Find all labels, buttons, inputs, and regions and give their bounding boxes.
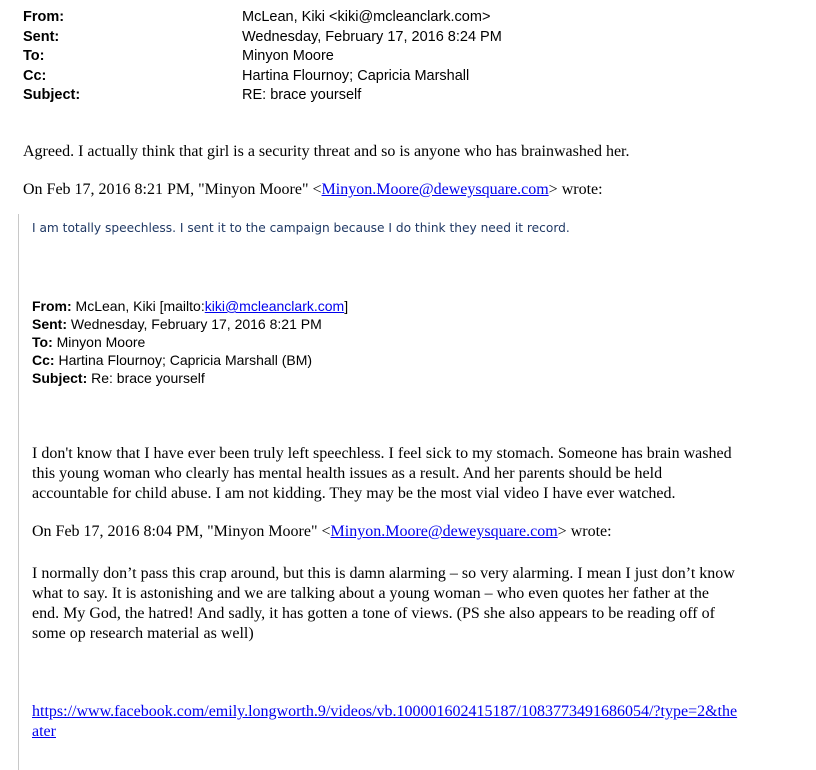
inner-cc-label: Cc:: [32, 352, 55, 368]
to-row: [23, 47, 783, 67]
from-row: [23, 8, 783, 28]
original-body-line: end. My God, the hatred! And sadly, it has gotten a tone of views. (PS she also appears to be reading off of: [32, 605, 715, 622]
reply-body: Agreed. I actually think that girl is a security threat and so is anyone who has brainwashed her.: [23, 143, 630, 160]
reply-attribution: [23, 180, 603, 200]
inner-cc-value: Hartina Flournoy; Capricia Marshall (BM): [54, 352, 313, 368]
original-body-line: some op research material as well): [32, 625, 254, 642]
inner-attribution: [32, 522, 612, 542]
inner-from-suffix: ]: [344, 298, 349, 314]
attribution-email-link[interactable]: Minyon.Moore@deweysquare.com: [321, 181, 549, 198]
inner-header: [32, 297, 348, 387]
quote-bar: [18, 214, 19, 770]
inner-attribution-email-link[interactable]: Minyon.Moore@deweysquare.com: [330, 523, 558, 540]
original-body-line: what to say. It is astonishing and we are talking about a young woman – who even quotes her father at the: [32, 585, 710, 602]
inner-from-row: [32, 297, 348, 315]
inner-attribution-suffix: > wrote:: [557, 523, 612, 540]
from-label: From:: [23, 9, 65, 25]
inner-from-prefix: McLean, Kiki [mailto:: [71, 298, 205, 314]
inner-sent-label: Sent:: [32, 316, 67, 332]
to-label: To:: [23, 48, 45, 64]
inner-from-label: From:: [32, 298, 72, 314]
to-value: Minyon Moore: [242, 48, 334, 64]
inner-body-line: this young woman who clearly has mental health issues as a result. And her parents should be held: [32, 465, 663, 482]
cc-label: Cc:: [23, 67, 47, 84]
subject-value: RE: brace yourself: [242, 87, 362, 103]
cc-row: [23, 67, 783, 87]
subject-row: [23, 86, 783, 106]
attribution-suffix: > wrote:: [548, 181, 603, 198]
inner-sent-row: [32, 315, 348, 333]
cc-value: Hartina Flournoy; Capricia Marshall: [242, 67, 470, 84]
inner-from-email-link[interactable]: kiki@mcleanclark.com: [204, 298, 345, 314]
video-link[interactable]: [32, 702, 737, 742]
original-body-line: I normally don’t pass this crap around, but this is damn alarming – so very alarming. I mean I just don’t know: [32, 565, 735, 582]
attribution-prefix: On Feb 17, 2016 8:21 PM, "Minyon Moore" <: [23, 181, 322, 198]
video-link-line[interactable]: https://www.facebook.com/emily.longworth.9/videos/vb.100001602415187/1083773491686054/?type=2&the: [32, 703, 738, 720]
sent-label: Sent:: [23, 28, 60, 45]
inner-subject-label: Subject:: [32, 370, 88, 386]
inner-cc-row: [32, 351, 348, 369]
inner-to-label: To:: [32, 334, 53, 350]
inner-subject-value: Re: brace yourself: [87, 370, 205, 386]
inner-to-value: Minyon Moore: [52, 334, 146, 350]
inner-body: [32, 444, 732, 504]
quoted-note: I am totally speechless. I sent it to the campaign because I do think they need it record.: [32, 221, 570, 235]
email-header: [23, 8, 783, 106]
from-value: McLean, Kiki <kiki@mcleanclark.com>: [242, 9, 491, 25]
inner-to-row: [32, 333, 348, 351]
sent-row: [23, 28, 783, 48]
video-link-line[interactable]: ater: [32, 723, 56, 740]
inner-body-line: I don't know that I have ever been truly left speechless. I feel sick to my stomach. Someone has brain washed: [32, 445, 732, 462]
inner-attribution-prefix: On Feb 17, 2016 8:04 PM, "Minyon Moore" <: [32, 523, 331, 540]
inner-subject-row: [32, 369, 348, 387]
sent-value: Wednesday, February 17, 2016 8:24 PM: [242, 28, 502, 45]
original-body: [32, 564, 735, 644]
inner-sent-value: Wednesday, February 17, 2016 8:21 PM: [67, 316, 322, 332]
inner-body-line: accountable for child abuse. I am not kidding. They may be the most vial video I have ever watched.: [32, 485, 676, 502]
subject-label: Subject:: [23, 87, 81, 103]
